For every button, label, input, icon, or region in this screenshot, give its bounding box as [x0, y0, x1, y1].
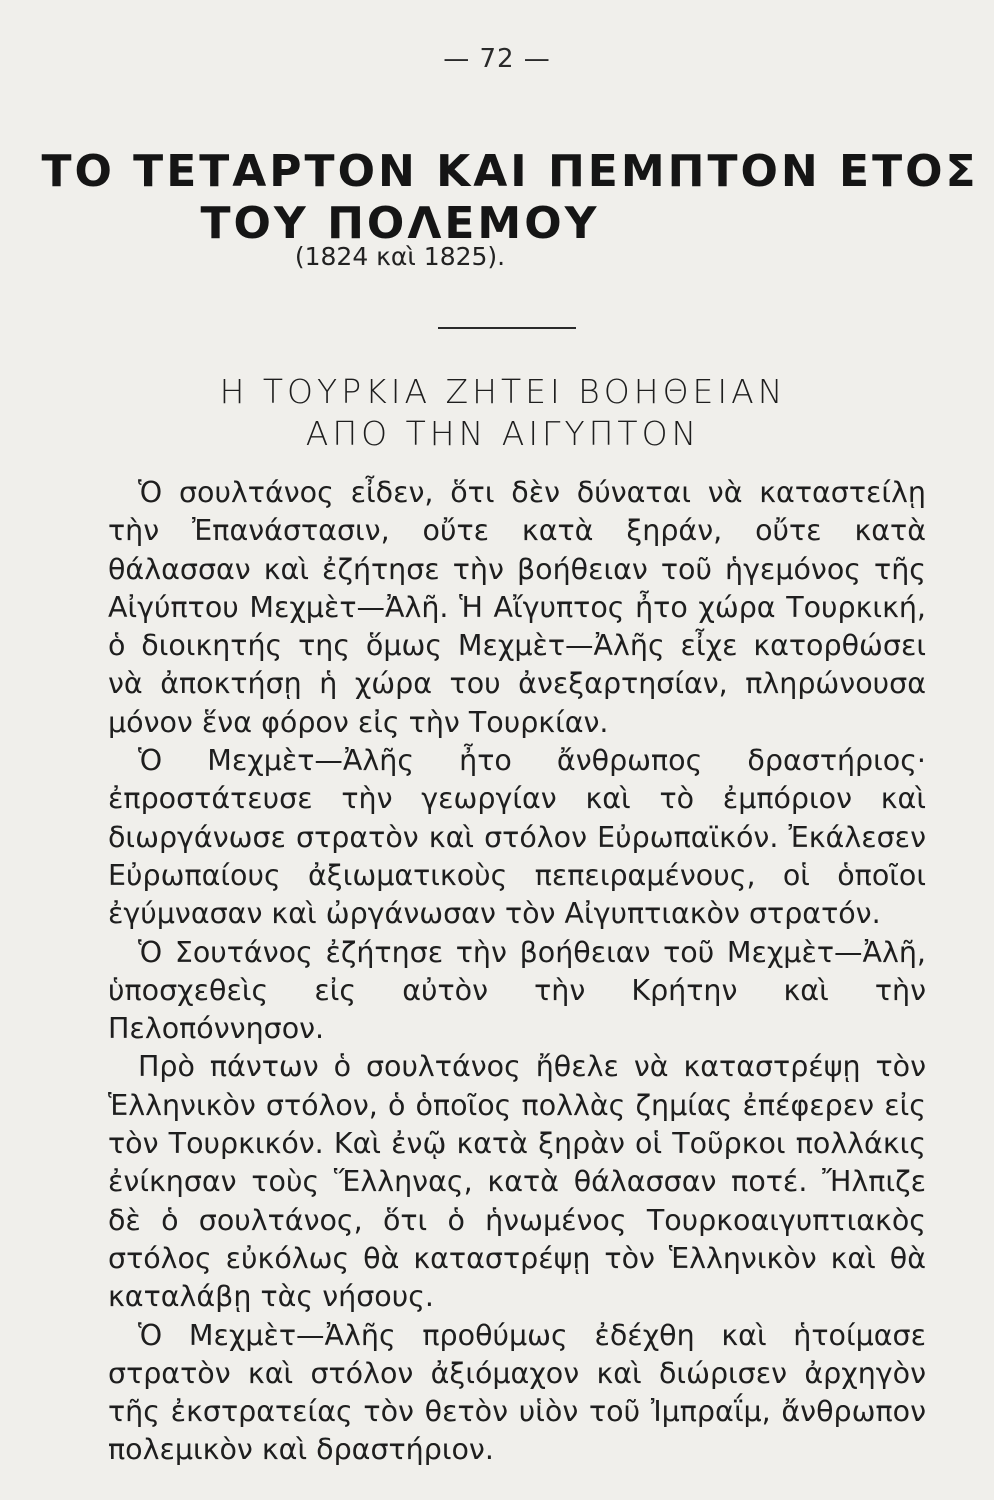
paragraph: Ὁ σουλτάνος εἶδεν, ὅτι δὲν δύναται νὰ καταστείλῃ τὴν Ἐπανάστασιν, οὔτε κατὰ ξηράν, οὔτε κατὰ θάλασσαν καὶ ἐζήτησε τὴν βοήθειαν τοῦ ἡγεμόνος τῆς Αἰγύπτου Μεχμὲτ—Ἀλῆ. Ἡ Αἴγυπτος ἦτο χώρα Τουρκική, ὁ διοικητής της ὅμως Μεχμὲτ—Ἀλῆς εἶχε κατορθώσει νὰ ἀποκτήσῃ ἡ χώρα του ἀνεξαρτησίαν, πληρώνουσα μόνον ἕνα φόρον εἰς τὴν Τουρκίαν. — [108, 476, 926, 739]
chapter-years: (1824 καὶ 1825). — [294, 242, 506, 271]
section-heading-line-2: ΑΠΟ ΤΗΝ ΑΙΓΥΠΤΟΝ — [305, 414, 701, 453]
page-number: — 72 — — [443, 44, 551, 74]
paragraph: Ὁ Σουτάνος ἐζήτησε τὴν βοήθειαν τοῦ Μεχμὲτ—Ἀλῆ, ὑποσχεθεὶς εἰς αὐτὸν τὴν Κρήτην καὶ τὴν Πελοπόννησον. — [108, 935, 926, 1046]
paragraph: Ὁ Μεχμὲτ—Ἀλῆς προθύμως ἐδέχθη καὶ ἡτοίμασε στρατὸν καὶ στόλον ἀξιόμαχον καὶ διώρισεν ἀρχηγὸν τῆς ἐκστρατείας τὸν θετὸν υἱὸν τοῦ Ἰμπραΐμ, ἄνθρωπον πολεμικὸν καὶ δραστήριον. — [108, 1318, 926, 1467]
chapter-title-line-2: ΤΟΥ ΠΟΛΕΜΟΥ — [200, 198, 600, 249]
paragraph: Ὁ Μεχμὲτ—Ἀλῆς ἦτο ἄνθρωπος δραστήριος· ἐπροστάτευσε τὴν γεωργίαν καὶ τὸ ἐμπόριον καὶ διωργάνωσε στρατὸν καὶ στόλον Εὐρωπαϊκόν. Ἐκάλεσεν Εὐρωπαίους ἀξιωματικοὺς πεπειραμένους, οἱ ὁποῖοι ἐγύμνασαν καὶ ὠργάνωσαν τὸν Αἰγυπτιακὸν στρατόν. — [108, 744, 926, 931]
chapter-title-line-1: ΤΟ ΤΕΤΑΡΤΟΝ ΚΑΙ ΠΕΜΠΤΟΝ ΕΤΟΣ — [41, 146, 979, 197]
divider-rule — [438, 327, 576, 329]
paragraph: Πρὸ πάντων ὁ σουλτάνος ἤθελε νὰ καταστρέψῃ τὸν Ἑλληνικὸν στόλον, ὁ ὁποῖος πολλὰς ζημίας ἐπέφερεν εἰς τὸν Τουρκικόν. Καὶ ἐνῷ κατὰ ξηρὰν οἱ Τοῦρκοι πολλάκις ἐνίκησαν τοὺς Ἕλληνας, κατὰ θάλασσαν ποτέ. Ἤλπιζε δὲ ὁ σουλτάνος, ὅτι ὁ ἡνωμένος Τουρκοαιγυπτιακὸς στόλος εὐκόλως θὰ καταστρέψῃ τὸν Ἑλληνικὸν καὶ θὰ καταλάβῃ τὰς νήσους. — [108, 1050, 926, 1314]
section-heading-line-1: Η ΤΟΥΡΚΙΑ ΖΗΤΕΙ ΒΟΗΘΕΙΑΝ — [219, 372, 787, 411]
body-text — [108, 474, 926, 1470]
